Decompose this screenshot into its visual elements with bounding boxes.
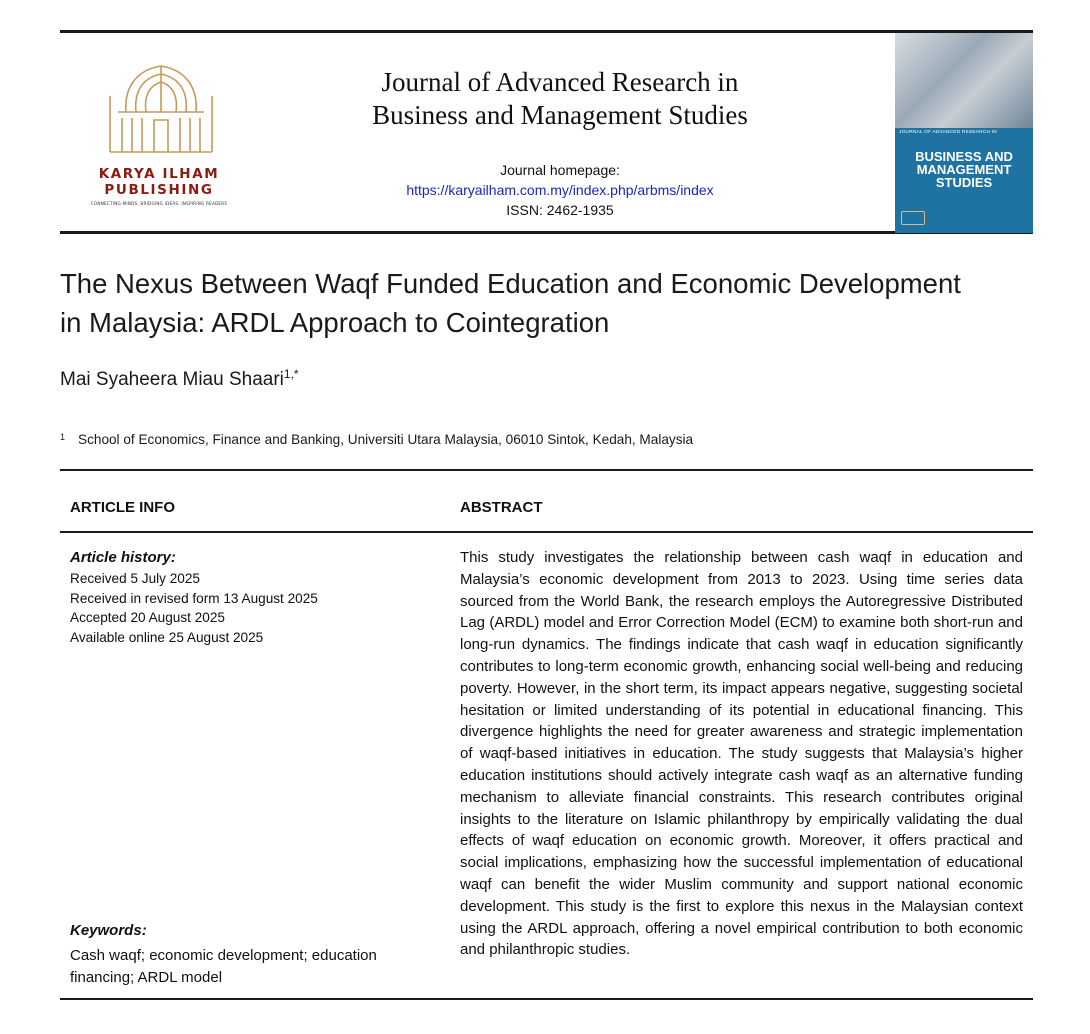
history-online: Available online 25 August 2025 xyxy=(70,629,264,645)
homepage-link-row xyxy=(330,181,790,199)
affiliation-number: 1 xyxy=(60,432,66,442)
cover-photo xyxy=(895,33,1033,128)
history-revised: Received in revised form 13 August 2025 xyxy=(70,590,318,606)
affiliation xyxy=(60,432,693,447)
homepage-label: Journal homepage: xyxy=(500,162,620,178)
affiliation-text: School of Economics, Finance and Banking, Universiti Utara Malaysia, 06010 Sintok, Kedah, Malaysia xyxy=(78,432,694,447)
history-label-text: Article history: xyxy=(70,549,176,566)
abstract-heading: ABSTRACT xyxy=(460,499,543,516)
history-label xyxy=(70,548,176,568)
header-bottom-rule xyxy=(60,231,1033,234)
keywords-label-text: Keywords: xyxy=(70,922,147,939)
article-title-line1: The Nexus Between Waqf Funded Education and Economic Development xyxy=(60,268,961,299)
cover-title xyxy=(895,150,1033,189)
author xyxy=(60,369,299,391)
cover-title-line3: STUDIES xyxy=(935,175,993,190)
author-superscript: 1,* xyxy=(283,367,299,381)
keywords-line2: financing; ARDL model xyxy=(70,968,223,986)
history-received: Received 5 July 2025 xyxy=(70,571,200,586)
cover-logo-icon xyxy=(901,211,925,225)
info-mid-rule xyxy=(60,531,1033,533)
homepage-link[interactable]: https://karyailham.com.my/index.php/arbms/index xyxy=(406,182,714,198)
history-list xyxy=(70,569,318,647)
journal-title-line2: Business and Management Studies xyxy=(372,100,748,130)
cover-top-text: JOURNAL OF ADVANCED RESEARCH IN xyxy=(899,130,997,135)
publisher-name-line2: PUBLISHING xyxy=(104,182,214,198)
history-accepted: Accepted 20 August 2025 xyxy=(70,610,225,626)
article-title-line2: in Malaysia: ARDL Approach to Cointegration xyxy=(60,307,610,338)
article-title xyxy=(60,264,1040,342)
journal-title-line1: Journal of Advanced Research in xyxy=(381,67,739,97)
cover-title-line2: MANAGEMENT xyxy=(916,162,1012,177)
info-bottom-rule xyxy=(60,998,1033,1000)
header-top-rule xyxy=(60,30,1033,33)
cover-title-line1: BUSINESS AND xyxy=(915,149,1013,164)
keywords-label xyxy=(70,922,147,939)
journal-cover-image xyxy=(895,33,1033,233)
info-top-rule xyxy=(60,469,1033,471)
issn: ISSN: 2462-1935 xyxy=(506,202,614,218)
author-name: Mai Syaheera Miau Shaari xyxy=(60,369,284,390)
article-info-heading: ARTICLE INFO xyxy=(70,499,175,516)
publisher-tagline: CONNECTING MINDS, BRIDGING IDEAS, INSPIRING READERS xyxy=(90,201,228,206)
keywords xyxy=(70,945,377,988)
keywords-line1: Cash waqf; economic development; education xyxy=(70,947,377,964)
publisher-logo-icon xyxy=(96,60,226,160)
abstract-text: This study investigates the relationship between cash waqf in education and Malaysia’s economic development from 2013 to 2023. Using time series data sourced from the World Bank, the research employs the Autoregressive Distributed Lag (ARDL) model and Error Correction Model (ECM) to examine both short-run and long-run dynamics. The findings indicate that cash waqf in education significantly contributes to long-term economic growth, enhancing social well-being and reducing poverty. However, in the short term, its impact appears negative, suggesting societal hesitation or limited understanding of its potential in educational financing. This divergence highlights the need for greater awareness and strategic implementation of waqf-based initiatives in education. The study suggests that Malaysia’s higher education institutions should actively integrate cash waqf as an alternative funding mechanism to alleviate financial constraints. This research contributes original insights to the literature on Islamic philanthropy by empirically validating the dual effects of waqf education on economic growth. Moreover, it offers practical and social implications, emphasizing how the successful implementation of educational waqf can benefit the wider Muslim community and support national economic development. This study is the first to explore this nexus in the Malaysian context using the ARDL approach, offering a novel empirical contribution to both economic and philanthropic studies. xyxy=(460,549,1023,959)
publisher-name-line1: KARYA ILHAM xyxy=(98,166,220,182)
